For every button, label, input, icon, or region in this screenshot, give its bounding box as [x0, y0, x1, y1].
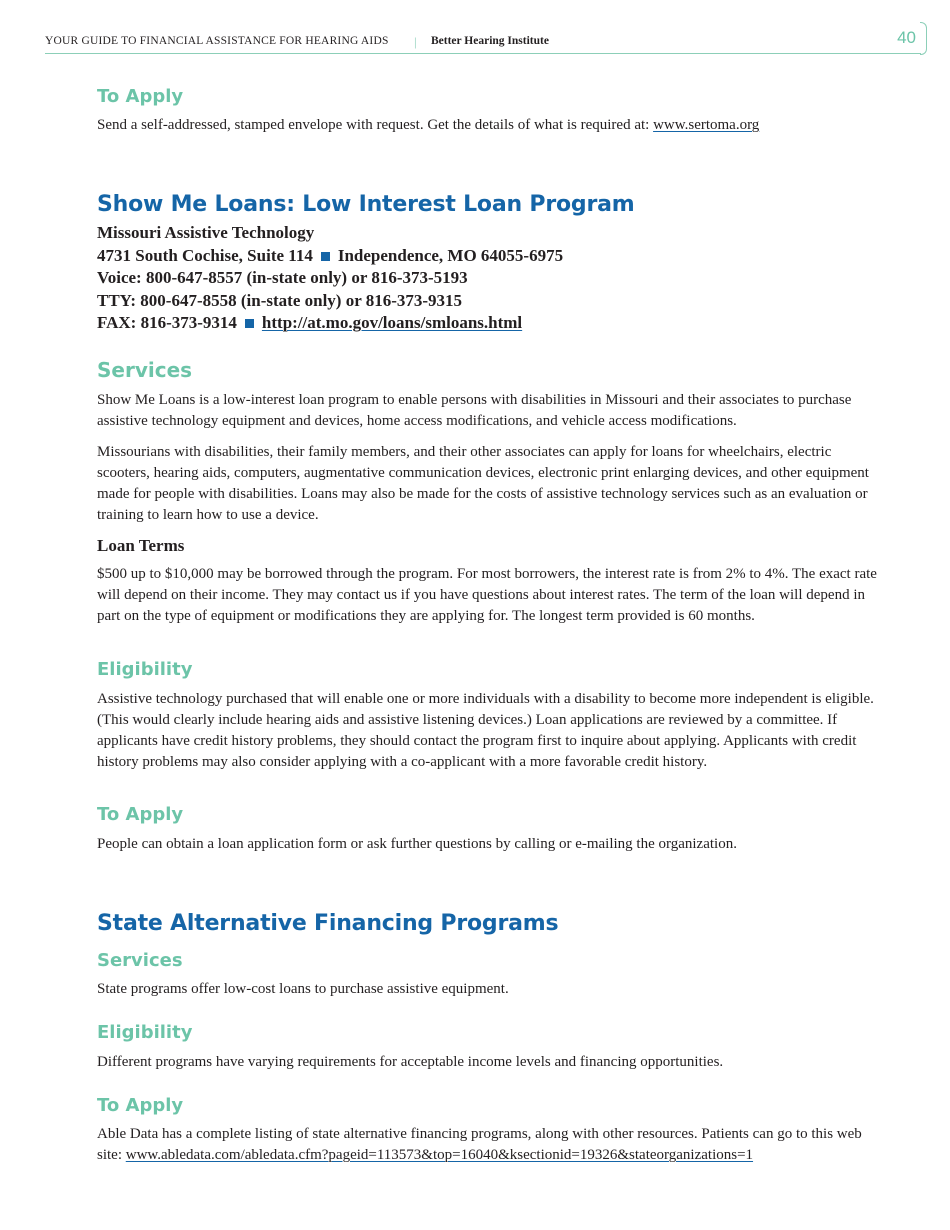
- show-me-loans-fax-url: FAX: 816-373-9314 http://at.mo.gov/loans/smloans.html: [97, 313, 523, 332]
- state-programs-to-apply-heading: To Apply: [97, 1095, 184, 1116]
- sertoma-to-apply-text: Send a self-addressed, stamped envelope with request. Get the details of what is required at: www.sertoma.org: [97, 117, 760, 133]
- sertoma-to-apply-heading: To Apply: [97, 86, 184, 107]
- header-institute: Better Hearing Institute: [431, 35, 549, 47]
- state-programs-services-text: State programs offer low-cost loans to purchase assistive equipment.: [97, 981, 509, 997]
- header-rule: [45, 53, 921, 54]
- state-programs-eligibility-heading: Eligibility: [97, 1022, 193, 1043]
- show-me-loans-title: Show Me Loans: Low Interest Loan Program: [97, 192, 635, 217]
- sertoma-link[interactable]: www.sertoma.org: [653, 117, 760, 133]
- loan-terms-text: $500 up to $10,000 may be borrowed through the program. For most borrowers, the interest rate is from 2% to 4%. The exact rate will depend on their income. They may contact us if you have questions about interest rates. The term of the loan will depend in part on the type of equipment or modifications they are applying for. The longest term provided is 60 months.: [97, 566, 877, 624]
- bullet-icon: [321, 252, 330, 261]
- abledata-link[interactable]: www.abledata.com/abledata.cfm?pageid=113573&top=16040&ksectionid=19326&stateorganizations=1: [125, 1147, 754, 1163]
- show-me-loans-eligibility-heading: Eligibility: [97, 659, 193, 680]
- state-programs-title: State Alternative Financing Programs: [97, 911, 559, 936]
- page-number: 40: [897, 28, 916, 47]
- show-me-loans-to-apply-text: People can obtain a loan application form or ask further questions by calling or e-mailing the organization.: [97, 836, 737, 852]
- state-programs-services-heading: Services: [97, 950, 183, 971]
- page-tab-bracket: [920, 22, 927, 55]
- bullet-icon: [245, 319, 254, 328]
- state-programs-to-apply-text: Able Data has a complete listing of state alternative financing programs, along with other resources. Patients can go to this web site: www.abledata.com/abledata.cfm?pageid=113573&top=16040&ksectionid=19326&stateorganizations=1: [97, 1126, 862, 1163]
- state-programs-eligibility-text: Different programs have varying requirements for acceptable income levels and financing opportunities.: [97, 1054, 724, 1070]
- header-title: YOUR GUIDE TO FINANCIAL ASSISTANCE FOR HEARING AIDS: [45, 35, 389, 47]
- show-me-loans-tty: TTY: 800-647-8558 (in-state only) or 816-373-9315: [97, 291, 463, 310]
- show-me-loans-org: Missouri Assistive Technology: [97, 223, 315, 242]
- show-me-loans-services-p2: Missourians with disabilities, their family members, and their other associates can apply for loans for wheelchairs, electric scooters, hearing aids, computers, augmentative communication devices, electronic print enlarging devices, and other equipment made for people with disabilities. Loans may also be made for the costs of assistive technology services such as an evaluation or training to learn how to use a device.: [97, 444, 869, 523]
- show-me-loans-services-heading: Services: [97, 358, 193, 382]
- loan-terms-heading: Loan Terms: [97, 536, 185, 555]
- header-separator: |: [414, 34, 417, 49]
- show-me-loans-link[interactable]: http://at.mo.gov/loans/smloans.html: [261, 313, 523, 332]
- show-me-loans-address: 4731 South Cochise, Suite 114 Independence, MO 64055-6975: [97, 246, 564, 265]
- show-me-loans-services-p1: Show Me Loans is a low-interest loan program to enable persons with disabilities in Missouri and their associates to purchase assistive technology equipment and devices, home access modifications, and vehicle access modifications.: [97, 392, 852, 429]
- show-me-loans-voice: Voice: 800-647-8557 (in-state only) or 816-373-5193: [97, 268, 468, 287]
- page-header: [45, 35, 925, 55]
- show-me-loans-eligibility-text: Assistive technology purchased that will enable one or more individuals with a disability to become more independent is eligible. (This would clearly include hearing aids and assistive listening devices.) Loan applications are reviewed by a committee. If applicants have credit history problems, they should contact the program first to inquire about applying. Applicants with credit history problems may also consider applying with a co-applicant with a more favorable credit history.: [97, 691, 874, 770]
- show-me-loans-to-apply-heading: To Apply: [97, 804, 184, 825]
